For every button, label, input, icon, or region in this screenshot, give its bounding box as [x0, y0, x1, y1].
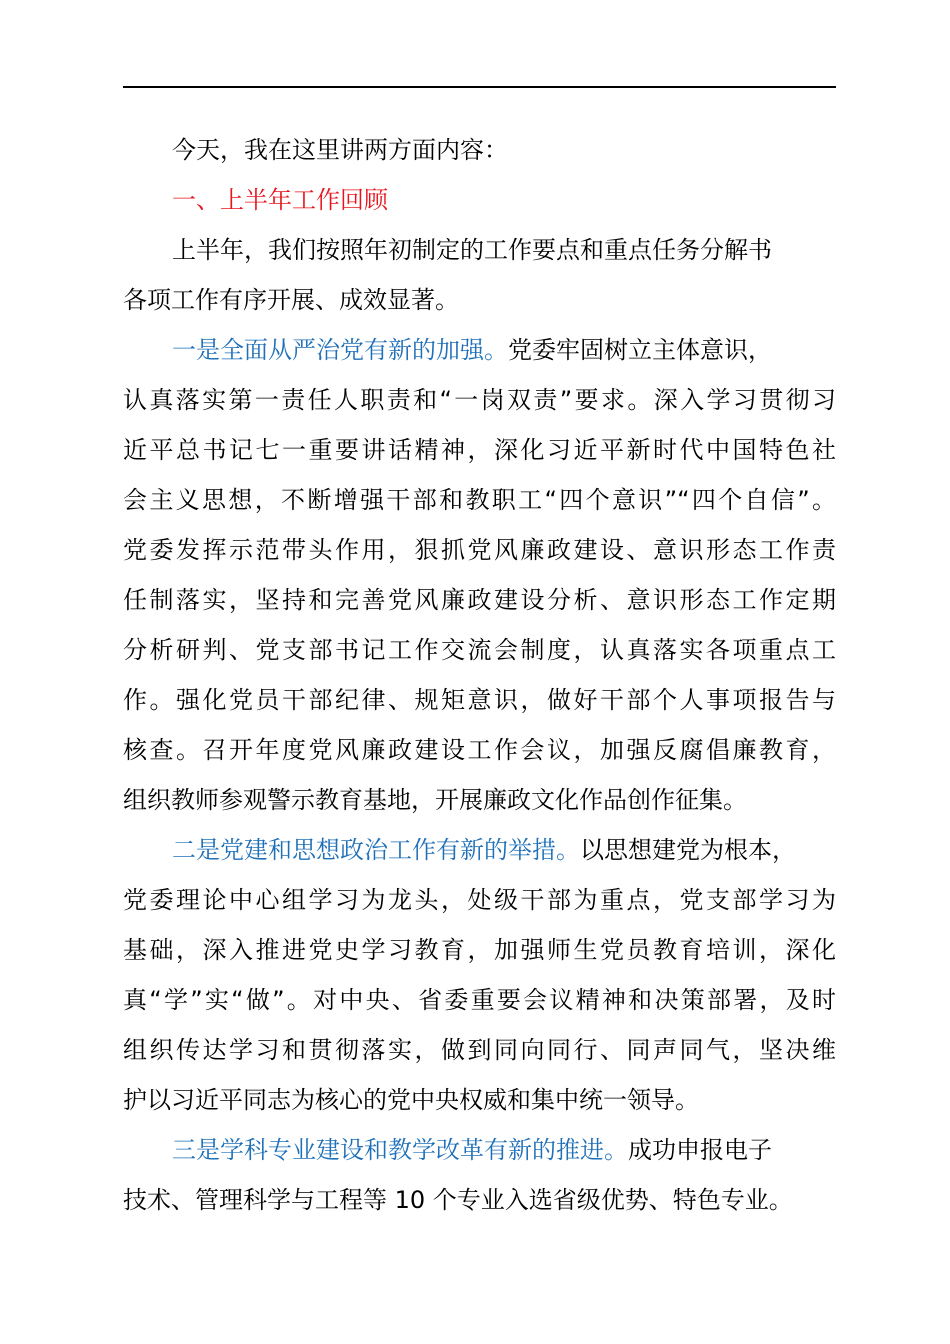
para2-line-3-text: 基础，深入推进党史学习教育，加强师生党员教育培训，深化 [123, 936, 836, 964]
para2-line-3 [123, 925, 836, 975]
para3-line-2: 技术、管理科学与工程等 10 个专业入选省级优势、特色专业。 [123, 1186, 793, 1214]
para1-line-1 [123, 325, 836, 375]
header-rule [123, 86, 836, 88]
para1-line-9-text: 核查。召开年度党风廉政建设工作会议，加强反腐倡廉教育， [123, 736, 836, 764]
para1-line-4 [123, 475, 836, 525]
para2-line-1 [123, 825, 836, 875]
para1-line-8-text: 作。强化党员干部纪律、规矩意识，做好干部个人事项报告与 [123, 686, 836, 714]
intro-line: 今天，我在这里讲两方面内容： [172, 136, 508, 164]
para1-line-1-rest: 党委牢固树立主体意识， [508, 336, 772, 364]
para1-line-4-text: 会主义思想，不断增强干部和教职工“四个意识”“四个自信”。 [123, 486, 836, 514]
para3-line-1 [123, 1125, 836, 1175]
para2-lead: 二是党建和思想政治工作有新的举措。 [172, 836, 580, 864]
para3-line-1-rest: 成功申报电子 [628, 1136, 772, 1164]
para1-line-9 [123, 725, 836, 775]
overview-line-2: 各项工作有序开展、成效显著。 [123, 286, 459, 314]
para2-line-1-rest: 以思想建党为根本， [580, 836, 796, 864]
para1-line-7 [123, 625, 836, 675]
para2-line-4 [123, 975, 836, 1025]
para2-line-5 [123, 1025, 836, 1075]
para2-line-6: 护以习近平同志为核心的党中央权威和集中统一领导。 [123, 1086, 699, 1114]
para1-line-5-text: 党委发挥示范带头作用，狠抓党风廉政建设、意识形态工作责 [123, 536, 836, 564]
para2-line-2 [123, 875, 836, 925]
para1-line-10: 组织教师参观警示教育基地，开展廉政文化作品创作征集。 [123, 786, 747, 814]
para1-line-5 [123, 525, 836, 575]
overview-line-1: 上半年，我们按照年初制定的工作要点和重点任务分解书 [172, 236, 772, 264]
para1-line-3-text: 近平总书记七一重要讲话精神，深化习近平新时代中国特色社 [123, 436, 836, 464]
para1-line-8 [123, 675, 836, 725]
para1-line-3 [123, 425, 836, 475]
para2-line-5-text: 组织传达学习和贯彻落实，做到同向同行、同声同气，坚决维 [123, 1036, 836, 1064]
para2-line-4-text: 真“学”实“做”。对中央、省委重要会议精神和决策部署，及时 [123, 986, 836, 1014]
para2-line-2-text: 党委理论中心组学习为龙头，处级干部为重点，党支部学习为 [123, 886, 836, 914]
para1-line-2-text: 认真落实第一责任人职责和“一岗双责”要求。深入学习贯彻习 [123, 386, 836, 414]
para1-line-6-text: 任制落实，坚持和完善党风廉政建设分析、意识形态工作定期 [123, 586, 836, 614]
document-body [123, 125, 836, 1225]
para1-line-7-text: 分析研判、党支部书记工作交流会制度，认真落实各项重点工 [123, 636, 836, 664]
para1-lead: 一是全面从严治党有新的加强。 [172, 336, 508, 364]
section-heading: 一、上半年工作回顾 [172, 186, 388, 214]
para1-line-6 [123, 575, 836, 625]
para1-line-2 [123, 375, 836, 425]
para3-lead: 三是学科专业建设和教学改革有新的推进。 [172, 1136, 628, 1164]
